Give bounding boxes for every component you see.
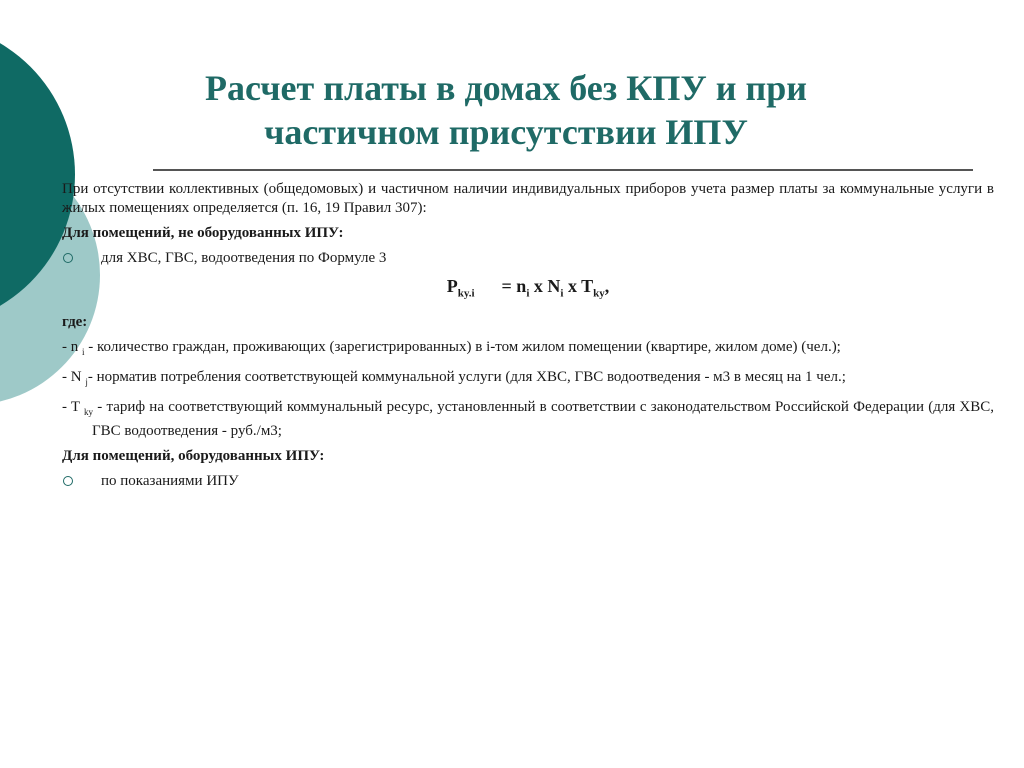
formula-symbol-n: = n xyxy=(501,276,527,296)
formula-symbol-p: P xyxy=(446,276,458,296)
definition-T xyxy=(62,398,994,441)
bullet-item-readings xyxy=(62,472,994,491)
slide-title-line-2: частичном присутствии ИПУ xyxy=(264,112,748,152)
bullet-text: по показаниями ИПУ xyxy=(101,472,239,489)
circle-bullet-icon xyxy=(63,253,73,263)
formula-symbol-T: x T xyxy=(567,276,594,296)
definition-T-sub: ky xyxy=(84,406,94,417)
formula-sub-n: i xyxy=(526,287,530,300)
formula-sub-p: ky.i xyxy=(457,287,475,300)
circle-bullet-icon xyxy=(63,476,73,486)
formula-comma: , xyxy=(604,276,610,296)
formula-sub-N: i xyxy=(560,287,564,300)
slide-body xyxy=(62,180,994,497)
bullet-item-formula3 xyxy=(62,249,994,268)
definition-T-symbol: - T xyxy=(62,398,80,415)
definition-N-text: - норматив потребления соответствующей коммунальной услуги (для ХВС, ГВС водоотведения - м3 в месяц на 1 чел.; xyxy=(87,368,846,385)
slide-title-line-1: Расчет платы в домах без КПУ и при xyxy=(205,68,807,108)
intro-paragraph: При отсутствии коллективных (общедомовых) и частичном наличии индивидуальных приборов учета размер платы за коммунальные услуги в жилых помещениях определяется (п. 16, 19 Правил 307): xyxy=(62,181,994,216)
formula-symbol-N: x N xyxy=(533,276,561,296)
formula-sub-T: ky xyxy=(593,287,605,300)
formula-3 xyxy=(62,275,994,305)
definition-n-sub: i xyxy=(82,346,85,357)
definition-N-sub: j xyxy=(85,376,88,387)
slide-title xyxy=(150,66,862,154)
definition-n-symbol: - n xyxy=(62,338,79,355)
definition-n-text: - количество граждан, проживающих (зарегистрированных) в i-том жилом помещении (квартире, жилом доме) (чел.); xyxy=(88,338,841,355)
title-divider xyxy=(153,169,973,171)
section-heading-no-meter: Для помещений, не оборудованных ИПУ: xyxy=(62,225,344,241)
definition-T-text: - тариф на соответствующий коммунальный ресурс, установленный в соответствии с законодательством Российской Федерации (для ХВС, ГВС водоотведения - руб./м3; xyxy=(92,398,995,439)
section-heading-with-meter: Для помещений, оборудованных ИПУ: xyxy=(62,447,325,464)
bullet-text: для ХВС, ГВС, водоотведения по Формуле 3 xyxy=(101,250,387,266)
definition-N-symbol: - N xyxy=(62,368,82,385)
definition-n xyxy=(62,338,994,362)
definition-N xyxy=(62,368,994,392)
where-label: где: xyxy=(62,313,88,330)
